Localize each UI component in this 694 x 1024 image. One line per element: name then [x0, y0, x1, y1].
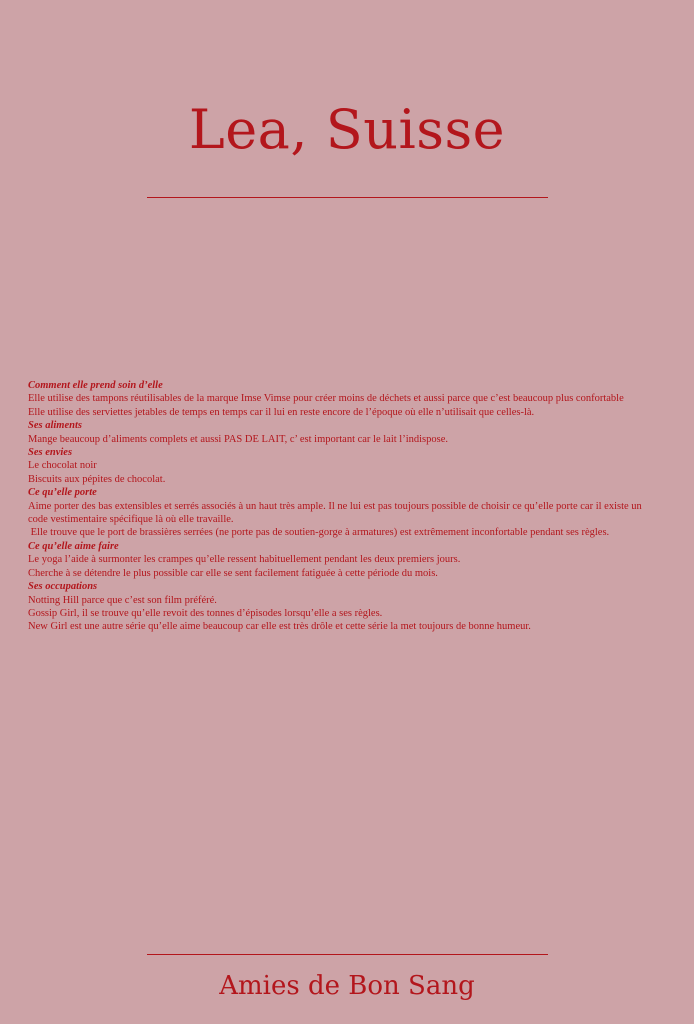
text-line: New Girl est une autre série qu’elle aime beaucoup car elle est très drôle et cette série la met toujours de bonne humeur. [28, 621, 531, 633]
text-line: Gossip Girl, il se trouve qu’elle revoit des tonnes d’épisodes lorsqu’elle a ses règles. [28, 607, 383, 619]
text-paragraph: Aime porter des bas extensibles et serrés associés à un haut très ample. Il ne lui est pas toujours possible de choisir ce qu’elle porte car il existe un code vestimentaire spécifique là où elle travaille. [28, 500, 642, 526]
section-pastimes [28, 580, 678, 634]
text-line: Le chocolat noir [28, 460, 97, 472]
section-heading: Ses envies [28, 447, 73, 459]
text-line: Elle trouve que le port de brassières serrées (ne porte pas de soutien-gorge à armatures) est extrêmement inconfortable pendant ses règles. [28, 527, 610, 539]
section-heading: Ce qu’elle aime faire [28, 540, 119, 552]
text-line: Mange beaucoup d’aliments complets et aussi PAS DE LAIT, c’ est important car le lait l’indispose. [28, 433, 448, 445]
section-clothing [28, 486, 678, 540]
top-divider [147, 197, 548, 198]
footer-brand: Amies de Bon Sang [219, 971, 475, 1001]
section-food [28, 419, 678, 446]
text-line: Elle utilise des serviettes jetables de temps en temps car il lui en reste encore de l’époque où elle n’utilisait que celles-là. [28, 406, 535, 418]
text-line: Biscuits aux pépites de chocolat. [28, 473, 166, 485]
bottom-divider [147, 954, 548, 955]
text-line: Notting Hill parce que c’est son film préféré. [28, 594, 217, 606]
section-heading: Ses occupations [28, 581, 98, 593]
section-heading: Comment elle prend soin d’elle [28, 380, 163, 391]
section-heading: Ce qu’elle porte [28, 487, 97, 499]
section-activities [28, 540, 678, 580]
page-title: Lea, Suisse [188, 98, 506, 161]
section-heading: Ses aliments [28, 420, 82, 432]
text-line: Cherche à se détendre le plus possible car elle se sent facilement fatiguée à cette période du mois. [28, 567, 438, 579]
profile-content [28, 379, 678, 634]
text-line: Elle utilise des tampons réutilisables de la marque Imse Vimse pour créer moins de déchets et aussi parce que c’est beaucoup plus confortable [28, 393, 624, 405]
section-cravings [28, 446, 678, 486]
text-line: Le yoga l’aide à surmonter les crampes qu’elle ressent habituellement pendant les deux premiers jours. [28, 554, 461, 566]
section-self-care [28, 379, 678, 419]
